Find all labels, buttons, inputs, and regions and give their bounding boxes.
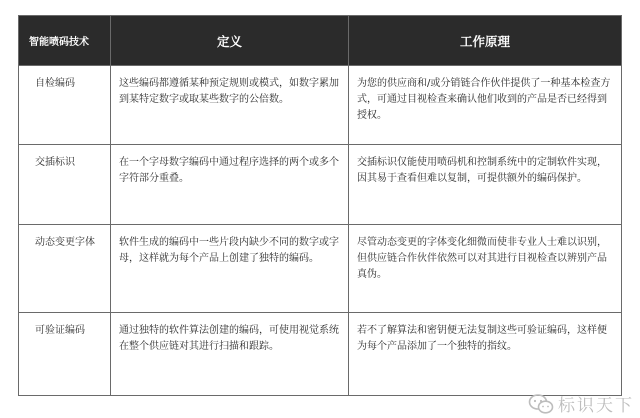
table-row (19, 66, 622, 145)
header-principle: 工作原理 (349, 16, 622, 66)
row-definition: 这些编码都遵循某种预定规则或模式，如数字累加到某特定数字或取某些数字的公倍数。 (111, 66, 349, 145)
row-term: 交插标识 (19, 145, 111, 225)
row-term: 自检编码 (19, 66, 111, 145)
header-technology: 智能喷码技术 (19, 16, 111, 66)
row-term: 可验证编码 (19, 313, 111, 396)
row-principle: 交插标识仅能使用喷码机和控制系统中的定制软件实现，因其易于查看但难以复制，可提供额外的编码保护。 (349, 145, 622, 225)
row-definition: 通过独特的软件算法创建的编码，可使用视觉系统在整个供应链对其进行扫描和跟踪。 (111, 313, 349, 396)
table-row (19, 145, 622, 225)
table-header-row (19, 16, 622, 66)
row-principle: 为您的供应商和/或分销链合作伙伴提供了一种基本检查方式，可通过目视检查来确认他们收到的产品是否已经得到授权。 (349, 66, 622, 145)
header-definition: 定义 (111, 16, 349, 66)
row-term: 动态变更字体 (19, 225, 111, 313)
watermark (528, 391, 634, 416)
row-principle: 尽管动态变更的字体变化细微而使非专业人士难以识别，但供应链合作伙伴依然可以对其进行目视检查以辨别产品真伪。 (349, 225, 622, 313)
row-principle: 若不了解算法和密钥便无法复制这些可验证编码，这样便为每个产品添加了一个独特的指纹。 (349, 313, 622, 396)
coding-technology-table (18, 15, 622, 396)
watermark-text: 标识天下 (558, 396, 634, 416)
table-row (19, 225, 622, 313)
wechat-icon (528, 393, 554, 415)
row-definition: 在一个字母数字编码中通过程序选择的两个或多个字符部分重叠。 (111, 145, 349, 225)
row-definition: 软件生成的编码中一些片段内缺少不同的数字或字母，这样就为每个产品上创建了独特的编码。 (111, 225, 349, 313)
table-row (19, 313, 622, 396)
